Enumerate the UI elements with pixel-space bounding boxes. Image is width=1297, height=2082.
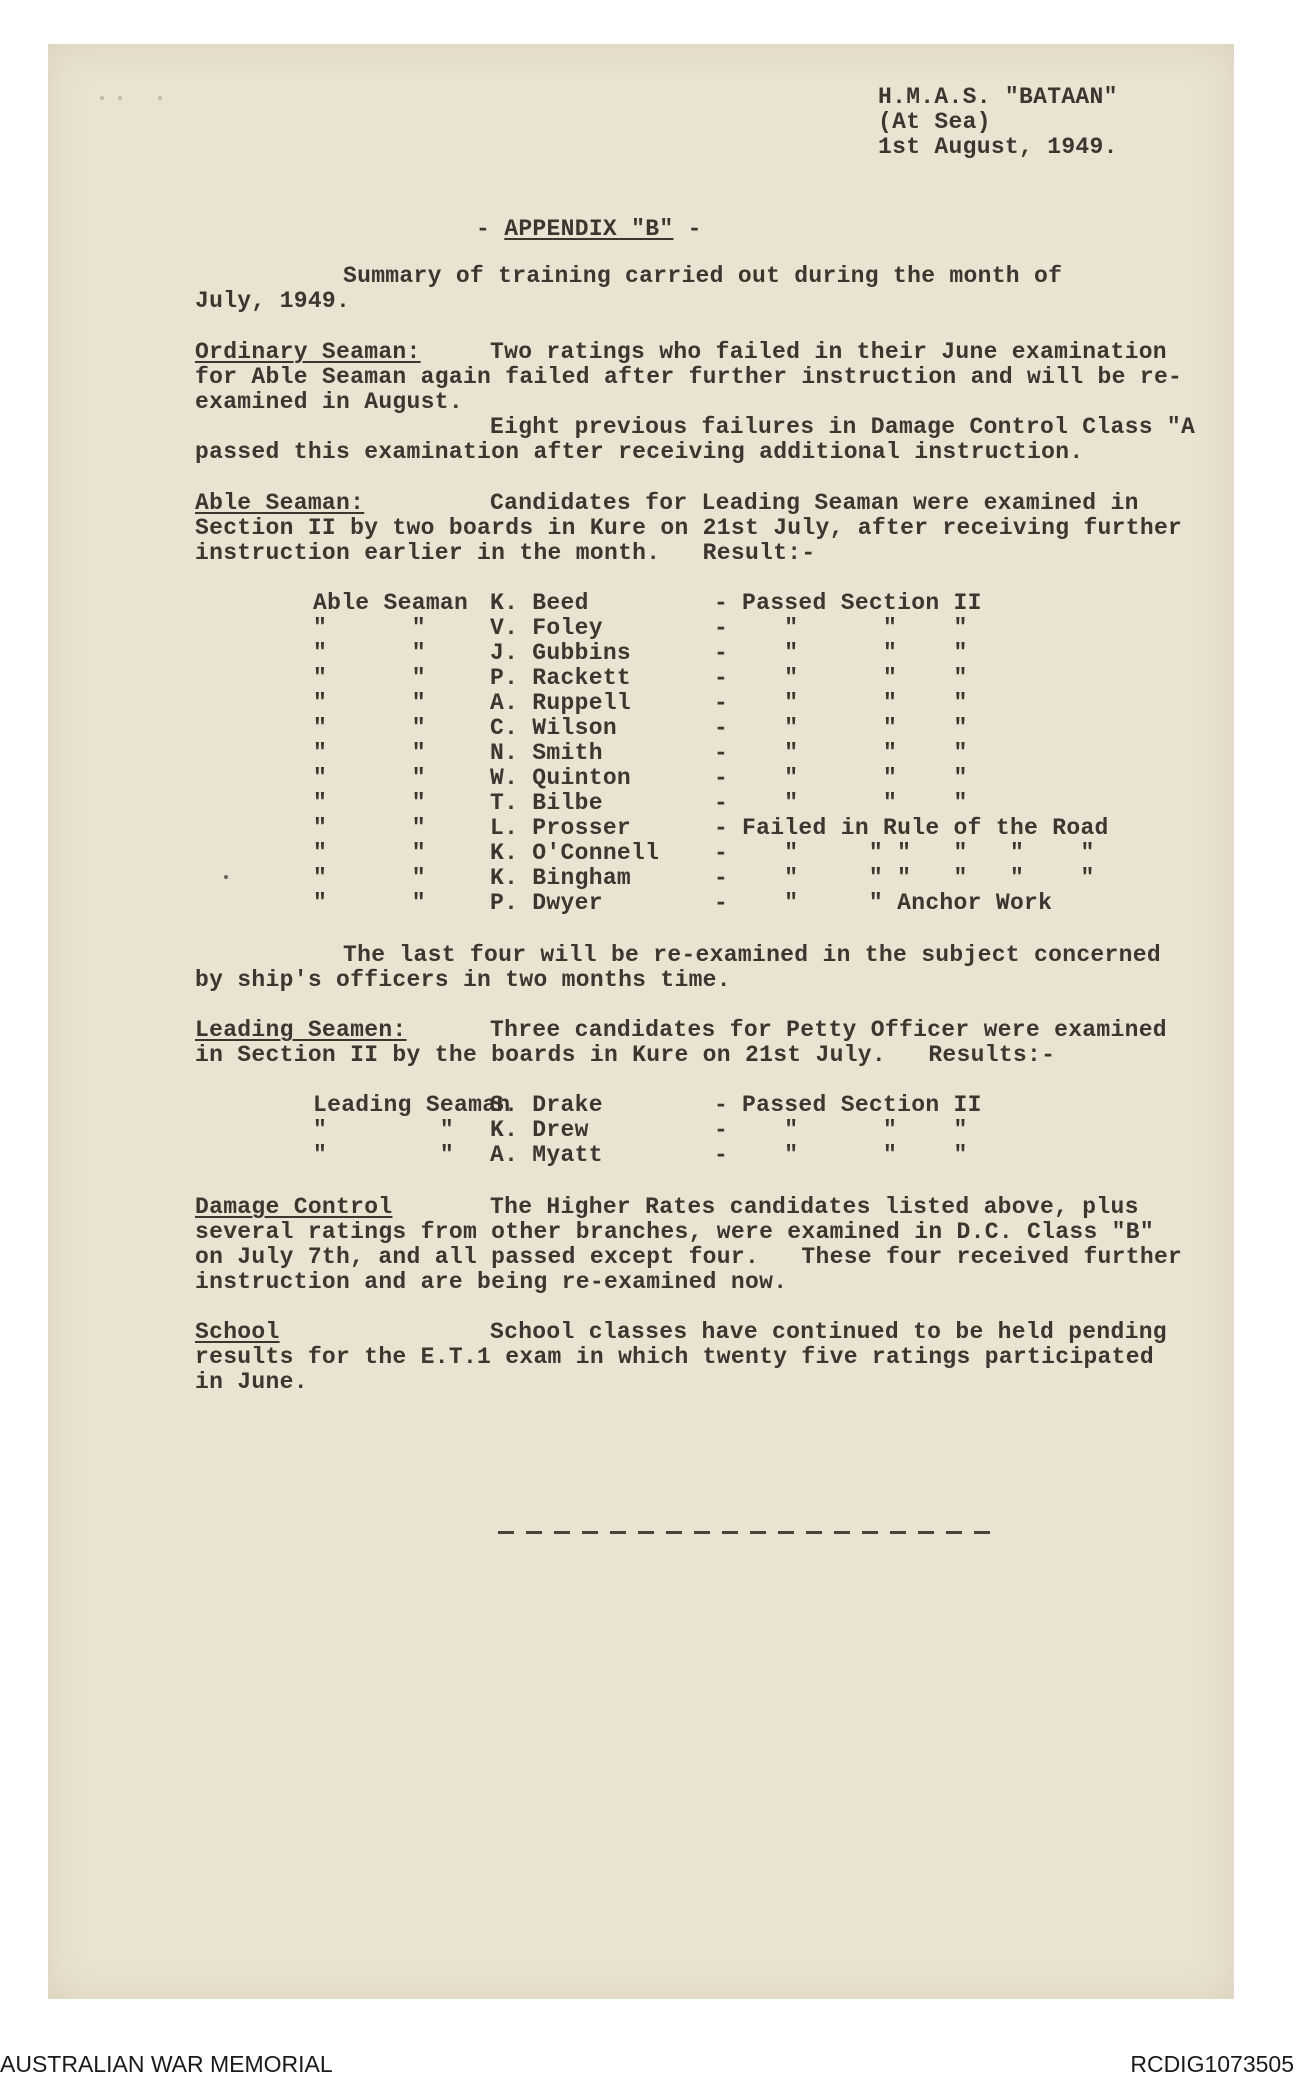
result-outcome: " " " " " " — [742, 865, 1095, 891]
result-name: K. Bingham — [490, 865, 632, 891]
result-outcome: " " " — [742, 1142, 968, 1168]
leading-seamen-line-2: in Section II by the boards in Kure on 21st July. Results:- — [195, 1042, 1056, 1068]
result-rank: " " — [313, 815, 426, 841]
result-dash: - — [714, 590, 729, 616]
result-outcome: Failed in Rule of the Road — [742, 815, 1109, 841]
result-row — [48, 615, 1234, 640]
result-dash: - — [714, 865, 729, 891]
result-name: N. Smith — [490, 740, 603, 766]
result-row — [48, 890, 1234, 915]
result-dash: - — [714, 890, 729, 916]
result-outcome: " " " — [742, 790, 968, 816]
result-dash: - — [714, 715, 729, 741]
result-row — [48, 665, 1234, 690]
result-rank: " " — [313, 740, 426, 766]
section-heading-damage-control: Damage Control — [195, 1194, 393, 1220]
section-heading-able-seaman: Able Seaman: — [195, 490, 365, 516]
title-dash-right: - — [687, 216, 702, 242]
result-dash: - — [714, 790, 729, 816]
result-rank: " " — [313, 640, 426, 666]
paper-mark — [118, 96, 122, 100]
result-row — [48, 1117, 1234, 1142]
result-name: C. Wilson — [490, 715, 617, 741]
section-heading-ordinary-seaman: Ordinary Seaman: — [195, 339, 421, 365]
appendix-title: APPENDIX "B" — [504, 216, 674, 242]
result-outcome: Passed Section II — [742, 1092, 982, 1118]
result-dash: - — [714, 815, 729, 841]
result-row — [48, 840, 1234, 865]
result-outcome: " " " — [742, 640, 968, 666]
result-name: V. Foley — [490, 615, 603, 641]
paper-mark — [100, 96, 104, 100]
result-rank: " " — [313, 690, 426, 716]
location: (At Sea) — [878, 109, 991, 135]
damage-control-line-3: on July 7th, and all passed except four. These four received further — [195, 1244, 1183, 1270]
result-dash: - — [714, 1142, 729, 1168]
ordinary-seaman-line-5: passed this examination after receiving additional instruction. — [195, 439, 1084, 465]
able-seaman-followup-2: by ship's officers in two months time. — [195, 967, 731, 993]
section-heading-leading-seamen: Leading Seamen: — [195, 1017, 407, 1043]
paper-mark — [224, 875, 228, 879]
result-outcome: Passed Section II — [742, 590, 982, 616]
result-row — [48, 715, 1234, 740]
result-name: K. Drew — [490, 1117, 589, 1143]
able-seaman-followup-1: The last four will be re-examined in the subject concerned — [343, 942, 1161, 968]
closing-dashed-rule — [498, 1521, 1024, 1525]
archive-reference: RCDIG1073505 — [1130, 2051, 1294, 2077]
title-dash-left: - — [476, 216, 491, 242]
result-name: K. Beed — [490, 590, 589, 616]
result-dash: - — [714, 615, 729, 641]
able-seaman-line-1: Candidates for Leading Seaman were examined in — [490, 490, 1139, 516]
result-rank: " " — [313, 615, 426, 641]
result-rank: " " — [313, 665, 426, 691]
result-name: L. Prosser — [490, 815, 632, 841]
result-name: W. Quinton — [490, 765, 632, 791]
result-row — [48, 640, 1234, 665]
result-outcome: " " " — [742, 1117, 968, 1143]
ordinary-seaman-line-2: for Able Seaman again failed after further instruction and will be re- — [195, 364, 1183, 390]
ship-name: H.M.A.S. "BATAAN" — [878, 84, 1118, 110]
leading-seamen-results — [48, 1092, 1234, 1172]
result-name: J. Gubbins — [490, 640, 632, 666]
result-row — [48, 590, 1234, 615]
result-rank: " " — [313, 840, 426, 866]
summary-line-2: July, 1949. — [195, 288, 351, 314]
result-row — [48, 815, 1234, 840]
result-rank: " " — [313, 1142, 455, 1168]
result-rank: " " — [313, 765, 426, 791]
result-name: P. Rackett — [490, 665, 632, 691]
result-dash: - — [714, 690, 729, 716]
result-row — [48, 790, 1234, 815]
result-dash: - — [714, 840, 729, 866]
result-dash: - — [714, 1117, 729, 1143]
able-seaman-line-3: instruction earlier in the month. Result:- — [195, 540, 816, 566]
result-name: A. Myatt — [490, 1142, 603, 1168]
result-outcome: " " " — [742, 715, 968, 741]
result-name: T. Bilbe — [490, 790, 603, 816]
result-row — [48, 740, 1234, 765]
result-rank: Leading Seaman — [313, 1092, 511, 1118]
able-seaman-line-2: Section II by two boards in Kure on 21st July, after receiving further — [195, 515, 1183, 541]
result-outcome: " " " — [742, 665, 968, 691]
result-outcome: " " Anchor Work — [742, 890, 1053, 916]
leading-seamen-line-1: Three candidates for Petty Officer were examined — [490, 1017, 1167, 1043]
ordinary-seaman-line-4: Eight previous failures in Damage Control Class "A — [490, 414, 1196, 440]
document-page — [48, 44, 1234, 1999]
summary-line-1: Summary of training carried out during the month of — [343, 263, 1063, 289]
result-rank: Able Seaman — [313, 590, 469, 616]
damage-control-line-1: The Higher Rates candidates listed above, plus — [490, 1194, 1139, 1220]
result-row — [48, 1092, 1234, 1117]
appendix-title-line — [476, 216, 702, 242]
result-outcome: " " " — [742, 740, 968, 766]
result-row — [48, 690, 1234, 715]
result-dash: - — [714, 640, 729, 666]
result-rank: " " — [313, 890, 426, 916]
result-name: A. Ruppell — [490, 690, 632, 716]
archive-credit: AUSTRALIAN WAR MEMORIAL — [0, 2051, 333, 2077]
damage-control-line-2: several ratings from other branches, were examined in D.C. Class "B" — [195, 1219, 1154, 1245]
section-heading-school: School — [195, 1319, 280, 1345]
damage-control-line-4: instruction and are being re-examined now. — [195, 1269, 788, 1295]
ordinary-seaman-line-3: examined in August. — [195, 389, 463, 415]
able-seaman-results — [48, 590, 1234, 920]
document-date: 1st August, 1949. — [878, 134, 1118, 160]
result-row — [48, 1142, 1234, 1167]
paper-mark — [158, 96, 162, 100]
result-outcome: " " " — [742, 765, 968, 791]
result-dash: - — [714, 1092, 729, 1118]
result-rank: " " — [313, 1117, 455, 1143]
school-line-2: results for the E.T.1 exam in which twenty five ratings participated — [195, 1344, 1154, 1370]
result-name: K. O'Connell — [490, 840, 660, 866]
result-dash: - — [714, 765, 729, 791]
result-outcome: " " " — [742, 615, 968, 641]
result-outcome: " " " — [742, 690, 968, 716]
result-row — [48, 765, 1234, 790]
result-rank: " " — [313, 715, 426, 741]
result-name: S. Drake — [490, 1092, 603, 1118]
result-dash: - — [714, 740, 729, 766]
result-name: P. Dwyer — [490, 890, 603, 916]
result-outcome: " " " " " " — [742, 840, 1095, 866]
school-line-1: School classes have continued to be held pending — [490, 1319, 1167, 1345]
school-line-3: in June. — [195, 1369, 308, 1395]
result-dash: - — [714, 665, 729, 691]
result-rank: " " — [313, 790, 426, 816]
result-rank: " " — [313, 865, 426, 891]
ordinary-seaman-line-1: Two ratings who failed in their June examination — [490, 339, 1167, 365]
